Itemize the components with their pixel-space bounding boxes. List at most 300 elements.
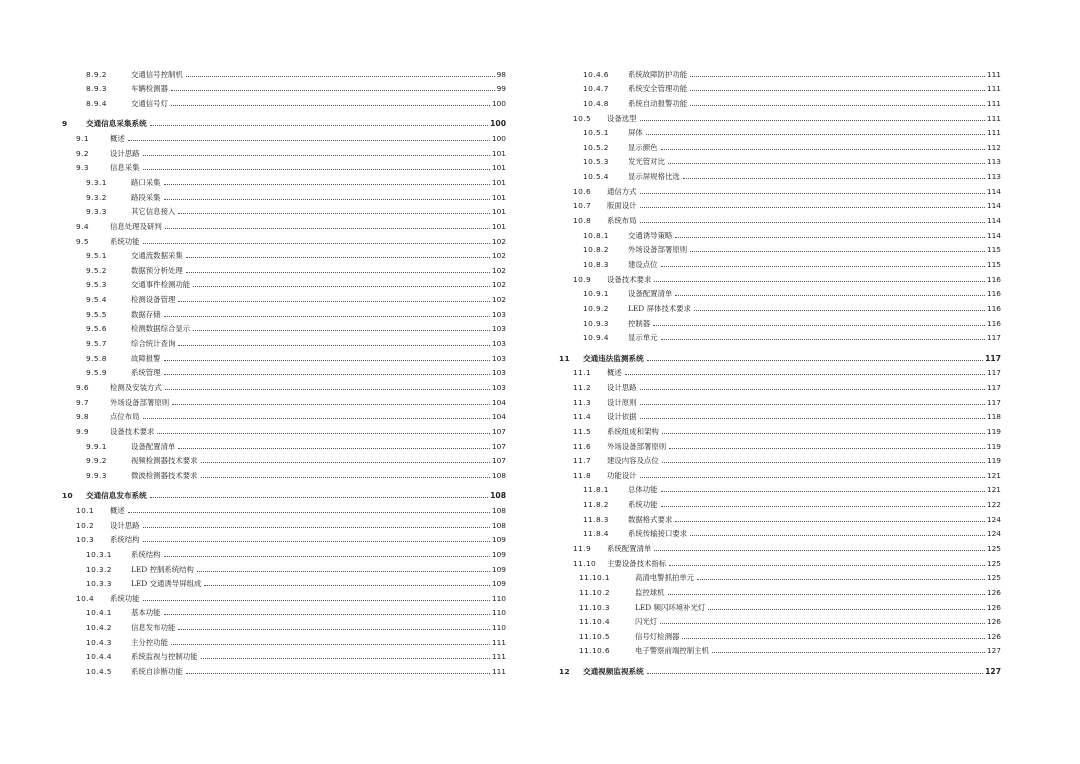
- toc-entry[interactable]: [559, 313, 1001, 328]
- toc-entry[interactable]: [559, 137, 1001, 152]
- toc-entry[interactable]: [559, 421, 1001, 436]
- toc-entry[interactable]: [62, 187, 506, 202]
- toc-entry[interactable]: [62, 172, 506, 187]
- toc-entry-number: 8.9.2: [86, 69, 107, 79]
- toc-entry[interactable]: [559, 210, 1001, 225]
- toc-entry[interactable]: [559, 284, 1001, 299]
- toc-entry[interactable]: [62, 348, 506, 363]
- toc-entry-title: 交通事件检测功能: [131, 280, 191, 290]
- toc-entry-page: 117: [986, 382, 1001, 392]
- toc-entry-page: 126: [986, 617, 1001, 627]
- toc-entry-number: 11.9: [573, 544, 592, 553]
- dot-leader: [697, 578, 985, 580]
- toc-entry-page: 114: [986, 201, 1001, 211]
- toc-entry[interactable]: [559, 451, 1001, 466]
- dot-leader: [683, 177, 985, 179]
- toc-entry[interactable]: [62, 421, 506, 436]
- dot-leader: [143, 168, 490, 170]
- toc-entry[interactable]: [62, 574, 506, 589]
- toc-entry[interactable]: [62, 108, 506, 129]
- toc-entry-number: 11.10.2: [579, 587, 611, 597]
- toc-entry-title: 设备技术要求: [110, 426, 155, 436]
- toc-entry-title: 闪光灯: [635, 617, 658, 627]
- toc-entry-page: 114: [986, 216, 1001, 226]
- dot-leader: [694, 309, 985, 311]
- toc-entry-title: 数据格式要求: [628, 514, 673, 524]
- toc-entry-number: 9.8: [76, 412, 89, 422]
- toc-entry-title: 检测及安装方式: [110, 382, 162, 392]
- dot-leader: [646, 133, 985, 135]
- toc-entry-page: 108: [491, 470, 506, 480]
- dot-leader: [690, 75, 985, 77]
- toc-entry-title: 设计思路: [110, 148, 140, 158]
- dot-leader: [201, 461, 490, 463]
- toc-entry[interactable]: [559, 181, 1001, 196]
- toc-entry-page: 109: [491, 549, 506, 559]
- toc-entry-number: 9.9.3: [86, 470, 107, 480]
- toc-entry-page: 102: [491, 265, 506, 275]
- toc-entry-number: 9.5.2: [86, 265, 107, 275]
- toc-entry-title: 系统结构: [110, 535, 140, 545]
- dot-leader: [682, 637, 985, 639]
- toc-entry-title: 交通信息采集系统: [86, 119, 147, 129]
- toc-entry[interactable]: [559, 152, 1001, 167]
- dot-leader: [647, 672, 983, 674]
- toc-entry[interactable]: [62, 559, 506, 574]
- toc-entry-number: 11.7: [573, 456, 592, 466]
- toc-entry-page: 116: [986, 303, 1001, 313]
- dot-leader: [157, 432, 490, 434]
- toc-entry-number: 9.3.1: [86, 177, 107, 187]
- toc-entry-page: 107: [491, 441, 506, 451]
- dot-leader: [178, 447, 490, 449]
- dot-leader: [178, 344, 490, 346]
- toc-entry-number: 10.4.6: [583, 69, 609, 79]
- toc-entry-page: 114: [986, 230, 1001, 240]
- toc-entry-number: 10.9.4: [583, 333, 609, 343]
- dot-leader: [143, 417, 490, 419]
- toc-entry-number: 10.9.1: [583, 289, 609, 299]
- toc-entry-page: 103: [491, 382, 506, 392]
- toc-entry-page: 119: [986, 456, 1001, 466]
- toc-entry[interactable]: [62, 465, 506, 480]
- dot-leader: [172, 403, 490, 405]
- toc-entry[interactable]: [62, 333, 506, 348]
- toc-entry-title: 信息处理及研判: [110, 221, 162, 231]
- toc-entry[interactable]: [559, 494, 1001, 509]
- dot-leader: [165, 227, 490, 229]
- toc-entry-page: 119: [986, 426, 1001, 436]
- toc-entry-number: 11.3: [573, 397, 592, 407]
- toc-entry[interactable]: [62, 500, 506, 515]
- dot-leader: [150, 496, 488, 498]
- toc-entry[interactable]: [62, 544, 506, 559]
- dot-leader: [708, 608, 985, 610]
- toc-entry[interactable]: [62, 647, 506, 662]
- toc-entry-title: LED 控制系统结构: [131, 564, 194, 574]
- toc-entry[interactable]: [62, 158, 506, 173]
- toc-entry-number: 11.5: [573, 426, 592, 436]
- dot-leader: [661, 148, 985, 150]
- toc-entry-page: 110: [491, 593, 506, 603]
- toc-entry-page: 107: [491, 426, 506, 436]
- dot-leader: [171, 104, 490, 106]
- toc-entry-title: 系统配置清单: [607, 544, 652, 553]
- toc-entry[interactable]: [62, 515, 506, 530]
- toc-entry-title: 交通信号灯: [131, 98, 168, 108]
- toc-entry[interactable]: [62, 143, 506, 158]
- toc-entry-number: 9.7: [76, 397, 89, 407]
- toc-entry-number: 8.9.3: [86, 84, 107, 94]
- dot-leader: [690, 534, 985, 536]
- toc-entry[interactable]: [62, 260, 506, 275]
- toc-entry-title: 系统功能: [110, 236, 140, 246]
- toc-entry-title: 设备技术要求: [607, 274, 652, 284]
- dot-leader: [660, 622, 985, 624]
- toc-entry[interactable]: [62, 93, 506, 108]
- toc-entry-number: 10.8.2: [583, 245, 609, 255]
- toc-entry[interactable]: [62, 392, 506, 407]
- toc-entry-number: 9.5.1: [86, 251, 107, 261]
- toc-entry[interactable]: [559, 480, 1001, 495]
- toc-entry-title: 显示屏规格比选: [628, 172, 680, 182]
- toc-entry-title: 概述: [110, 505, 125, 515]
- toc-entry-page: 127: [985, 666, 1001, 676]
- toc-entry-number: 10: [62, 491, 74, 501]
- toc-entry[interactable]: [559, 655, 1001, 676]
- dot-leader: [640, 206, 985, 208]
- toc-entry-title: 系统故障防护功能: [628, 69, 688, 79]
- toc-entry-page: 109: [491, 535, 506, 545]
- toc-entry[interactable]: [62, 530, 506, 545]
- dot-leader: [690, 250, 985, 252]
- dot-leader: [690, 104, 985, 106]
- toc-entry-number: 10.8.3: [583, 259, 609, 269]
- toc-entry[interactable]: [559, 108, 1001, 123]
- toc-entry-page: 108: [490, 491, 506, 501]
- toc-entry[interactable]: [62, 216, 506, 231]
- toc-entry[interactable]: [62, 64, 506, 79]
- toc-entry[interactable]: [62, 319, 506, 334]
- dot-leader: [178, 212, 490, 214]
- toc-entry-title: 视频检测器技术要求: [131, 456, 198, 466]
- dot-leader: [193, 285, 490, 287]
- dot-leader: [164, 613, 490, 615]
- toc-entry[interactable]: [559, 641, 1001, 656]
- toc-entry[interactable]: [559, 553, 1001, 568]
- toc-entry[interactable]: [559, 225, 1001, 240]
- toc-entry-page: 111: [491, 637, 506, 647]
- toc-entry-page: 127: [986, 646, 1001, 656]
- toc-entry[interactable]: [62, 128, 506, 143]
- toc-entry-title: 交通诱导策略: [628, 230, 673, 240]
- dot-leader: [164, 373, 490, 375]
- toc-entry-title: 显示颜色: [628, 142, 658, 152]
- toc-entry-number: 11.8.3: [583, 514, 609, 524]
- toc-entry-number: 12: [559, 666, 571, 676]
- toc-entry-title: 版面设计: [607, 201, 637, 211]
- toc-entry[interactable]: [559, 407, 1001, 422]
- dot-leader: [654, 549, 985, 551]
- dot-leader: [640, 119, 985, 121]
- toc-entry-page: 111: [986, 128, 1001, 138]
- toc-entry[interactable]: [62, 289, 506, 304]
- toc-entry-page: 102: [491, 280, 506, 290]
- toc-entry-number: 9.5.4: [86, 295, 107, 305]
- toc-entry[interactable]: [559, 342, 1001, 363]
- toc-entry-title: 控制器: [628, 318, 651, 328]
- toc-entry-number: 11.10.6: [579, 646, 611, 656]
- toc-entry-title: 高清电警抓拍单元: [635, 573, 695, 583]
- toc-entry-page: 111: [986, 69, 1001, 79]
- toc-entry-title: 系统功能: [628, 500, 658, 510]
- toc-entry-title: 路段采集: [131, 192, 161, 202]
- toc-entry[interactable]: [559, 377, 1001, 392]
- toc-entry-page: 116: [986, 318, 1001, 328]
- dot-leader: [193, 329, 490, 331]
- toc-entry-title: 路口采集: [131, 177, 161, 187]
- dot-leader: [143, 526, 490, 528]
- toc-entry-page: 110: [491, 608, 506, 618]
- toc-entry[interactable]: [62, 79, 506, 94]
- dot-leader: [640, 221, 985, 223]
- toc-entry-number: 9.2: [76, 148, 89, 158]
- dot-leader: [197, 570, 490, 572]
- toc-entry-title: 建设内容及点位: [607, 456, 659, 466]
- toc-entry[interactable]: [62, 275, 506, 290]
- toc-entry-number: 10.2: [76, 520, 95, 530]
- toc-entry-number: 10.3: [76, 535, 95, 545]
- dot-leader: [625, 373, 985, 375]
- toc-entry[interactable]: [62, 407, 506, 422]
- toc-entry-number: 11.2: [573, 382, 592, 392]
- toc-entry-title: 交通信号控制机: [131, 69, 183, 79]
- toc-entry[interactable]: [559, 436, 1001, 451]
- toc-entry-title: LED 频闪环境补光灯: [635, 602, 706, 612]
- dot-leader: [143, 242, 490, 244]
- toc-entry-page: 101: [491, 148, 506, 158]
- dot-leader: [164, 359, 490, 361]
- toc-entry[interactable]: [62, 202, 506, 217]
- toc-entry-number: 10.9.2: [583, 303, 609, 313]
- toc-entry[interactable]: [62, 588, 506, 603]
- toc-entry-title: 主要设备技术指标: [607, 558, 667, 568]
- dot-leader: [186, 75, 495, 77]
- toc-entry-title: 其它信息接入: [131, 207, 176, 217]
- toc-entry[interactable]: [559, 509, 1001, 524]
- dot-leader: [661, 338, 985, 340]
- toc-entry[interactable]: [62, 632, 506, 647]
- toc-entry-title: 监控球机: [635, 587, 665, 597]
- dot-leader: [640, 476, 985, 478]
- toc-entry[interactable]: [62, 363, 506, 378]
- dot-leader: [171, 643, 490, 645]
- toc-entry-title: 设计原则: [607, 397, 637, 407]
- dot-leader: [675, 520, 985, 522]
- dot-leader: [128, 511, 490, 513]
- toc-entry-title: 显示单元: [628, 333, 658, 343]
- toc-entry[interactable]: [559, 612, 1001, 627]
- toc-entry-number: 10.8: [573, 216, 592, 226]
- toc-entry-page: 102: [491, 295, 506, 305]
- toc-entry-number: 11.6: [573, 441, 592, 451]
- toc-entry[interactable]: [559, 166, 1001, 181]
- toc-entry-number: 10.4.4: [86, 652, 112, 662]
- toc-entry[interactable]: [62, 661, 506, 676]
- toc-entry[interactable]: [559, 363, 1001, 378]
- toc-entry[interactable]: [62, 451, 506, 466]
- dot-leader: [661, 490, 985, 492]
- toc-entry[interactable]: [559, 240, 1001, 255]
- toc-entry-page: 104: [491, 397, 506, 407]
- toc-entry[interactable]: [559, 64, 1001, 79]
- toc-entry-title: 系统功能: [110, 593, 140, 603]
- toc-entry-page: 110: [491, 623, 506, 633]
- toc-entry-title: 发光管对比: [628, 157, 665, 167]
- toc-entry-title: 信息发布功能: [131, 623, 176, 633]
- toc-entry-title: 系统监视与控制功能: [131, 652, 198, 662]
- dot-leader: [662, 432, 985, 434]
- toc-entry-title: 屏体: [628, 128, 643, 138]
- toc-entry-number: 9.6: [76, 382, 89, 392]
- toc-entry[interactable]: [559, 254, 1001, 269]
- toc-entry-page: 118: [986, 412, 1001, 422]
- toc-entry-number: 9.5: [76, 236, 89, 246]
- toc-entry[interactable]: [559, 392, 1001, 407]
- toc-entry-number: 11.8.1: [583, 485, 609, 495]
- toc-entry[interactable]: [62, 617, 506, 632]
- toc-entry-number: 9.9: [76, 426, 89, 436]
- toc-entry-title: 通信方式: [607, 186, 637, 196]
- toc-entry[interactable]: [559, 93, 1001, 108]
- toc-entry-page: 125: [986, 573, 1001, 583]
- dot-leader: [654, 280, 985, 282]
- toc-entry-number: 9.5.3: [86, 280, 107, 290]
- dot-leader: [675, 294, 985, 296]
- toc-entry[interactable]: [62, 436, 506, 451]
- toc-entry[interactable]: [559, 597, 1001, 612]
- toc-entry-title: 概述: [607, 368, 622, 378]
- toc-entry-page: 101: [491, 177, 506, 187]
- dot-leader: [690, 89, 985, 91]
- toc-entry[interactable]: [559, 328, 1001, 343]
- toc-entry-title: 总体功能: [628, 485, 658, 495]
- toc-entry-number: 10.1: [76, 505, 95, 515]
- dot-leader: [640, 192, 985, 194]
- toc-entry[interactable]: [559, 79, 1001, 94]
- toc-entry-title: 交通信息发布系统: [86, 491, 147, 501]
- dot-leader: [164, 315, 490, 317]
- toc-entry-number: 9.3.3: [86, 207, 107, 217]
- toc-entry[interactable]: [559, 196, 1001, 211]
- toc-entry-page: 124: [986, 529, 1001, 539]
- toc-entry-page: 111: [986, 84, 1001, 94]
- toc-entry[interactable]: [62, 480, 506, 501]
- toc-entry[interactable]: [559, 538, 1001, 553]
- toc-entry-page: 111: [986, 98, 1001, 108]
- toc-entry-title: 数据存储: [131, 309, 161, 319]
- toc-entry[interactable]: [62, 246, 506, 261]
- toc-entry[interactable]: [559, 524, 1001, 539]
- toc-entry-title: 信息采集: [110, 163, 140, 173]
- toc-entry-title: LED 交通诱导屏组成: [131, 579, 202, 589]
- toc-entry-title: 建设点位: [628, 259, 658, 269]
- dot-leader: [640, 388, 985, 390]
- toc-entry-title: 主分控功能: [131, 637, 168, 647]
- dot-leader: [661, 505, 985, 507]
- toc-entry-page: 112: [986, 142, 1001, 152]
- toc-entry-title: 点位布局: [110, 412, 140, 422]
- toc-entry-number: 10.9.3: [583, 318, 609, 328]
- dot-leader: [669, 447, 985, 449]
- toc-entry[interactable]: [559, 298, 1001, 313]
- toc-entry[interactable]: [62, 377, 506, 392]
- toc-entry-number: 10.5: [573, 113, 592, 123]
- toc-entry-title: 功能设计: [607, 470, 637, 480]
- toc-entry-page: 124: [986, 514, 1001, 524]
- toc-entry-page: 101: [491, 192, 506, 202]
- toc-entry[interactable]: [62, 231, 506, 246]
- toc-entry-number: 11.4: [573, 412, 592, 422]
- toc-entry-title: 系统传输接口要求: [628, 529, 688, 539]
- toc-entry-page: 117: [986, 333, 1001, 343]
- dot-leader: [178, 628, 490, 630]
- dot-leader: [675, 236, 985, 238]
- toc-entry-page: 121: [986, 470, 1001, 480]
- toc-entry-title: 交通视频监视系统: [583, 666, 644, 676]
- toc-entry-title: 外场设备部署原则: [607, 441, 667, 451]
- toc-entry[interactable]: [62, 304, 506, 319]
- toc-entry-number: 9.3.2: [86, 192, 107, 202]
- toc-entry[interactable]: [559, 269, 1001, 284]
- dot-leader: [661, 265, 985, 267]
- toc-entry-page: 117: [986, 397, 1001, 407]
- toc-entry-page: 98: [496, 69, 506, 79]
- toc-entry[interactable]: [62, 603, 506, 618]
- dot-leader: [143, 154, 490, 156]
- toc-entry[interactable]: [559, 123, 1001, 138]
- toc-entry-page: 101: [491, 221, 506, 231]
- toc-entry-title: 检测数据综合显示: [131, 324, 191, 334]
- toc-entry-number: 10.5.1: [583, 128, 609, 138]
- toc-entry-page: 119: [986, 441, 1001, 451]
- toc-entry-page: 109: [491, 579, 506, 589]
- toc-entry-title: 信号灯检测器: [635, 631, 680, 641]
- toc-entry[interactable]: [559, 568, 1001, 583]
- toc-entry-number: 10.4.2: [86, 623, 112, 633]
- toc-entry-number: 10.9: [573, 274, 592, 284]
- toc-entry[interactable]: [559, 582, 1001, 597]
- toc-entry-page: 101: [491, 207, 506, 217]
- toc-entry-title: 车辆检测器: [131, 84, 168, 94]
- toc-entry-number: 9.3: [76, 163, 89, 173]
- toc-entry-title: 设计依据: [607, 412, 637, 422]
- toc-entry-title: 设计思路: [607, 382, 637, 392]
- toc-entry[interactable]: [559, 465, 1001, 480]
- toc-entry-number: 9.4: [76, 221, 89, 231]
- toc-entry-title: 电子警察前端控制主机: [635, 646, 709, 656]
- toc-entry-number: 11.1: [573, 368, 592, 378]
- toc-entry-page: 102: [491, 251, 506, 261]
- dot-leader: [171, 89, 495, 91]
- toc-entry[interactable]: [559, 626, 1001, 641]
- toc-entry-page: 108: [491, 520, 506, 530]
- toc-entry-title: 设计思路: [110, 520, 140, 530]
- toc-entry-title: 系统组成和架构: [607, 426, 659, 436]
- toc-entry-title: 故障报警: [131, 353, 161, 363]
- toc-entry-title: 交通流数据采集: [131, 251, 183, 261]
- toc-entry-number: 9.5.7: [86, 339, 107, 349]
